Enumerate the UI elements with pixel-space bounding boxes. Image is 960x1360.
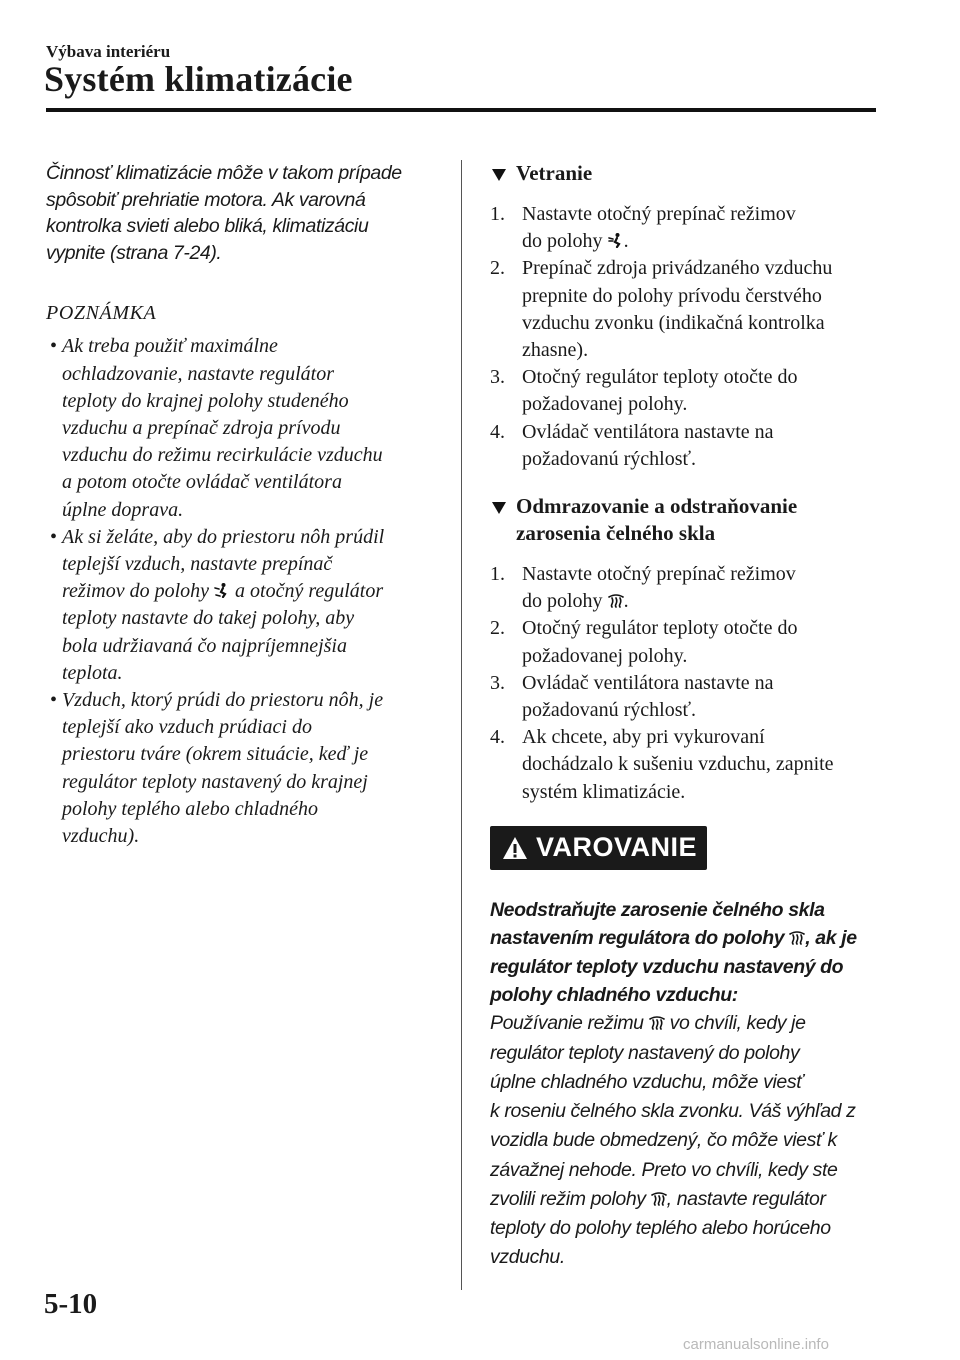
- step-line: systém klimatizácie.: [522, 780, 686, 803]
- text-line: teploty do polohy teplého alebo horúceho: [490, 1216, 831, 1239]
- note-heading: POZNÁMKA: [46, 302, 157, 325]
- step-item: [490, 561, 890, 615]
- note-item: [46, 687, 446, 850]
- warning-badge: [490, 826, 707, 870]
- triangle-marker-icon: [492, 502, 506, 514]
- note-line: úplne doprava.: [62, 498, 184, 521]
- step-line: Prepínač zdroja privádzaného vzduchu: [522, 257, 833, 280]
- step-number: 2.: [490, 617, 505, 640]
- note-line: priestoru tváre (okrem situácie, keď je: [62, 743, 369, 766]
- note-line: teploty nastavte do takej polohy, aby: [62, 607, 355, 630]
- page-title: Systém klimatizácie: [44, 59, 353, 99]
- heading-line: zarosenia čelného skla: [516, 521, 716, 546]
- bilevel-mode-icon: [214, 582, 230, 598]
- step-item: [490, 670, 890, 724]
- warning-label: VAROVANIE: [536, 832, 698, 863]
- heading-line: Odmrazovanie a odstraňovanie: [516, 494, 798, 519]
- text-line: polohy chladného vzduchu:: [490, 984, 738, 1007]
- step-item: [490, 255, 890, 364]
- note-line: ochladzovanie, nastavte regulátor: [62, 362, 334, 385]
- step-line: požadovanú rýchlosť.: [522, 699, 697, 722]
- note-line: bola udržiavaná čo najpríjemnejšia: [62, 634, 347, 657]
- header-rule: [46, 108, 876, 112]
- step-line: Nastavte otočný prepínač režimov: [522, 563, 796, 586]
- step-number: 2.: [490, 257, 505, 280]
- step-item: [490, 364, 890, 418]
- step-item: [490, 724, 890, 806]
- text-line: kontrolka svieti alebo bliká, klimatizáciu: [46, 215, 369, 238]
- step-number: 3.: [490, 671, 505, 694]
- step-line: požadovanej polohy.: [522, 644, 688, 667]
- procedure-sections: [490, 160, 890, 806]
- note-line: režimov do polohy a otočný regulátor: [62, 580, 384, 603]
- text-line: vypnite (strana 7-24).: [46, 241, 222, 264]
- bullet-icon: •: [50, 335, 58, 358]
- note-line: Vzduch, ktorý prúdi do priestoru nôh, je: [62, 689, 384, 712]
- intro-paragraph: [46, 160, 446, 266]
- text-line: regulátor teploty vzduchu nastavený do: [490, 955, 844, 978]
- note-line: vzduchu a prepínač zdroja prívodu: [62, 416, 341, 439]
- note-line: teplejší ako vzduch prúdiaci do: [62, 716, 312, 739]
- warning-bold-text: [490, 896, 890, 1010]
- text-line: vzduchu.: [490, 1246, 565, 1269]
- header-kicker: Výbava interiéru: [46, 42, 171, 61]
- step-line: požadovanej polohy.: [522, 393, 688, 416]
- warning-body-text: [490, 1009, 890, 1272]
- defrost-mode-icon: [789, 929, 805, 945]
- text-line: vozidla bude obmedzený, čo môže viesť k: [490, 1129, 837, 1152]
- step-line: do polohy .: [522, 230, 629, 253]
- step-item: [490, 201, 890, 255]
- step-number: 4.: [490, 420, 505, 443]
- defrost-mode-icon: [649, 1014, 665, 1030]
- step-line: Ovládač ventilátora nastavte na: [522, 671, 774, 694]
- step-line: zhasne).: [522, 339, 589, 362]
- procedure-section: [490, 493, 890, 806]
- text-line: úplne chladného vzduchu, môže viesť: [490, 1070, 803, 1093]
- step-line: Otočný regulátor teploty otočte do: [522, 366, 798, 389]
- step-number: 1.: [490, 203, 505, 225]
- note-line: Ak si želáte, aby do priestoru nôh prúdil: [62, 525, 385, 548]
- step-number: 4.: [490, 726, 505, 749]
- defrost-mode-icon: [651, 1190, 667, 1206]
- note-item: [46, 524, 446, 687]
- note-line: a potom otočte ovládač ventilátora: [62, 471, 342, 494]
- text-line: Používanie režimu vo chvíli, kedy je: [490, 1012, 806, 1035]
- heading-line: Vetranie: [516, 161, 593, 185]
- step-line: prepnite do polohy prívodu čerstvého: [522, 284, 822, 307]
- text-line: Činnosť klimatizácie môže v takom prípade: [46, 162, 402, 184]
- note-item: [46, 333, 446, 523]
- step-line: Nastavte otočný prepínač režimov: [522, 203, 796, 225]
- text-line: spôsobiť prehriatie motora. Ak varovná: [46, 188, 366, 211]
- step-list: [490, 561, 890, 806]
- step-line: Ak chcete, aby pri vykurovaní: [522, 726, 765, 749]
- section-heading: [490, 493, 890, 547]
- watermark-link[interactable]: carmanualsonline.info: [683, 1336, 829, 1353]
- text-line: regulátor teploty nastavený do polohy: [490, 1041, 800, 1064]
- step-item: [490, 419, 890, 473]
- note-line: teplota.: [62, 661, 123, 684]
- note-line: teplejší vzduch, nastavte prepínač: [62, 553, 333, 575]
- section-heading: [490, 160, 890, 187]
- step-line: dochádzalo k sušeniu vzduchu, zapnite: [522, 753, 834, 776]
- note-line: vzduchu).: [62, 825, 140, 848]
- step-item: [490, 615, 890, 669]
- step-line: vzduchu zvonku (indikačná kontrolka: [522, 311, 825, 334]
- step-line: do polohy .: [522, 590, 629, 613]
- vent-mode-icon: [608, 232, 624, 248]
- column-divider: [461, 160, 462, 1290]
- procedure-section: [490, 160, 890, 473]
- note-line: teploty do krajnej polohy studeného: [62, 389, 349, 412]
- text-line: nastavením regulátora do polohy , ak je: [490, 927, 857, 950]
- note-list: [46, 333, 446, 850]
- left-column: [46, 156, 446, 850]
- right-column: [490, 156, 890, 1272]
- step-number: 3.: [490, 366, 505, 389]
- text-line: zvolili režim polohy , nastavte regulátor: [490, 1187, 826, 1210]
- text-line: k roseniu čelného skla zvonku. Váš výhľad z: [490, 1100, 856, 1123]
- text-line: závažnej nehode. Preto vo chvíli, kedy ste: [490, 1158, 838, 1181]
- note-line: regulátor teploty nastavený do krajnej: [62, 770, 368, 793]
- defrost-mode-icon: [608, 592, 624, 608]
- step-list: [490, 201, 890, 473]
- triangle-marker-icon: [492, 169, 506, 181]
- note-line: polohy teplého alebo chladného: [62, 797, 319, 820]
- step-number: 1.: [490, 563, 505, 586]
- warning-block: [490, 826, 890, 1272]
- step-line: Ovládač ventilátora nastavte na: [522, 420, 774, 443]
- bullet-icon: •: [50, 525, 58, 548]
- text-line: Neodstraňujte zarosenie čelného skla: [490, 898, 825, 921]
- note-line: Ak treba použiť maximálne: [62, 335, 278, 358]
- warning-triangle-icon: [502, 836, 528, 860]
- step-line: Otočný regulátor teploty otočte do: [522, 617, 798, 640]
- note-line: vzduchu do režimu recirkulácie vzduchu: [62, 444, 383, 467]
- page-number: 5-10: [44, 1288, 98, 1320]
- bullet-icon: •: [50, 689, 58, 712]
- step-line: požadovanú rýchlosť.: [522, 447, 697, 470]
